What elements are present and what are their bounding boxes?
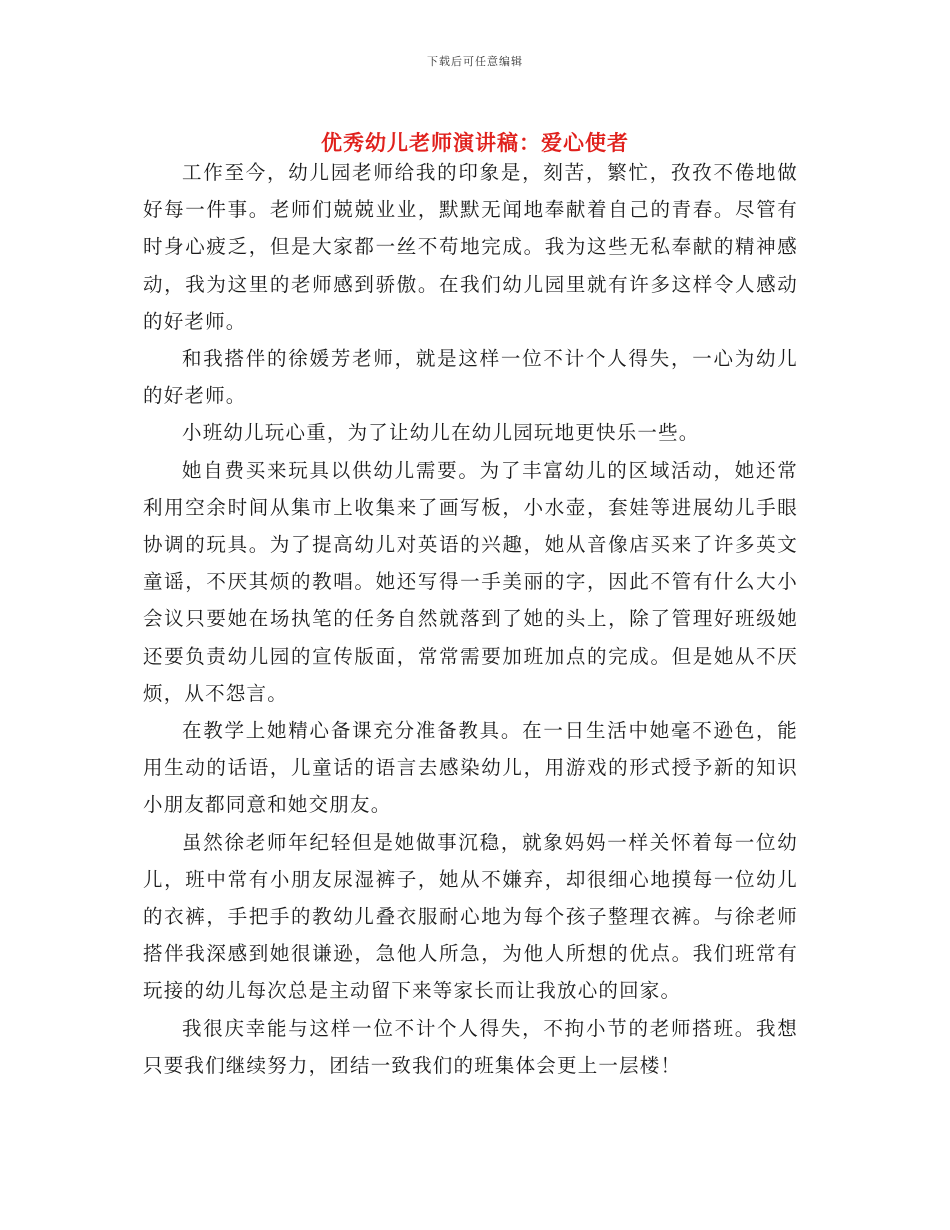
paragraph-5: 在教学上她精心备课充分准备教具。在一日生活中她毫不逊色，能用生动的话语，儿童话的语言去感染幼儿，用游戏的形式授予新的知识小朋友都同意和她交朋友。 (143, 719, 798, 817)
header-note: 下载后可任意编辑 (427, 55, 523, 68)
paragraph-7: 我很庆幸能与这样一位不计个人得失，不拘小节的老师搭班。我想只要我们继续努力，团结一致我们的班集体会更上一层楼！ (143, 1016, 798, 1077)
document-body (143, 154, 798, 1084)
paragraph-1: 工作至今，幼儿园老师给我的印象是，刻苦，繁忙，孜孜不倦地做好每一件事。老师们兢兢业业，默默无闻地奉献着自己的青春。尽管有时身心疲乏，但是大家都一丝不苟地完成。我为这些无私奉献的精神感动，我为这里的老师感到骄傲。在我们幼儿园里就有许多这样令人感动的好老师。 (143, 161, 798, 333)
paragraph-3: 小班幼儿玩心重，为了让幼儿在幼儿园玩地更快乐一些。 (182, 421, 700, 445)
paragraph-4: 她自费买来玩具以供幼儿需要。为了丰富幼儿的区域活动，她还常利用空余时间从集市上收集来了画写板，小水壶，套娃等进展幼儿手眼协调的玩具。为了提高幼儿对英语的兴趣，她从音像店买来了许多英文童谣，不厌其烦的教唱。她还写得一手美丽的字，因此不管有什么大小会议只要她在场执笔的任务自然就落到了她的头上，除了管理好班级她还要负责幼儿园的宣传版面，常常需要加班加点的完成。但是她从不厌烦，从不怨言。 (143, 458, 798, 705)
paragraph-6: 虽然徐老师年纪轻但是她做事沉稳，就象妈妈一样关怀着每一位幼儿，班中常有小朋友尿湿裤子，她从不嫌弃，却很细心地摸每一位幼儿的衣裤，手把手的教幼儿叠衣服耐心地为每个孩子整理衣裤。与徐老师搭伴我深感到她很谦逊，急他人所急，为他人所想的优点。我们班常有玩接的幼儿每次总是主动留下来等家长而让我放心的回家。 (143, 830, 798, 1003)
document-title: 优秀幼儿老师演讲稿：爱心使者 (321, 130, 629, 156)
paragraph-2: 和我搭伴的徐媛芳老师，就是这样一位不计个人得失，一心为幼儿的好老师。 (143, 347, 798, 408)
